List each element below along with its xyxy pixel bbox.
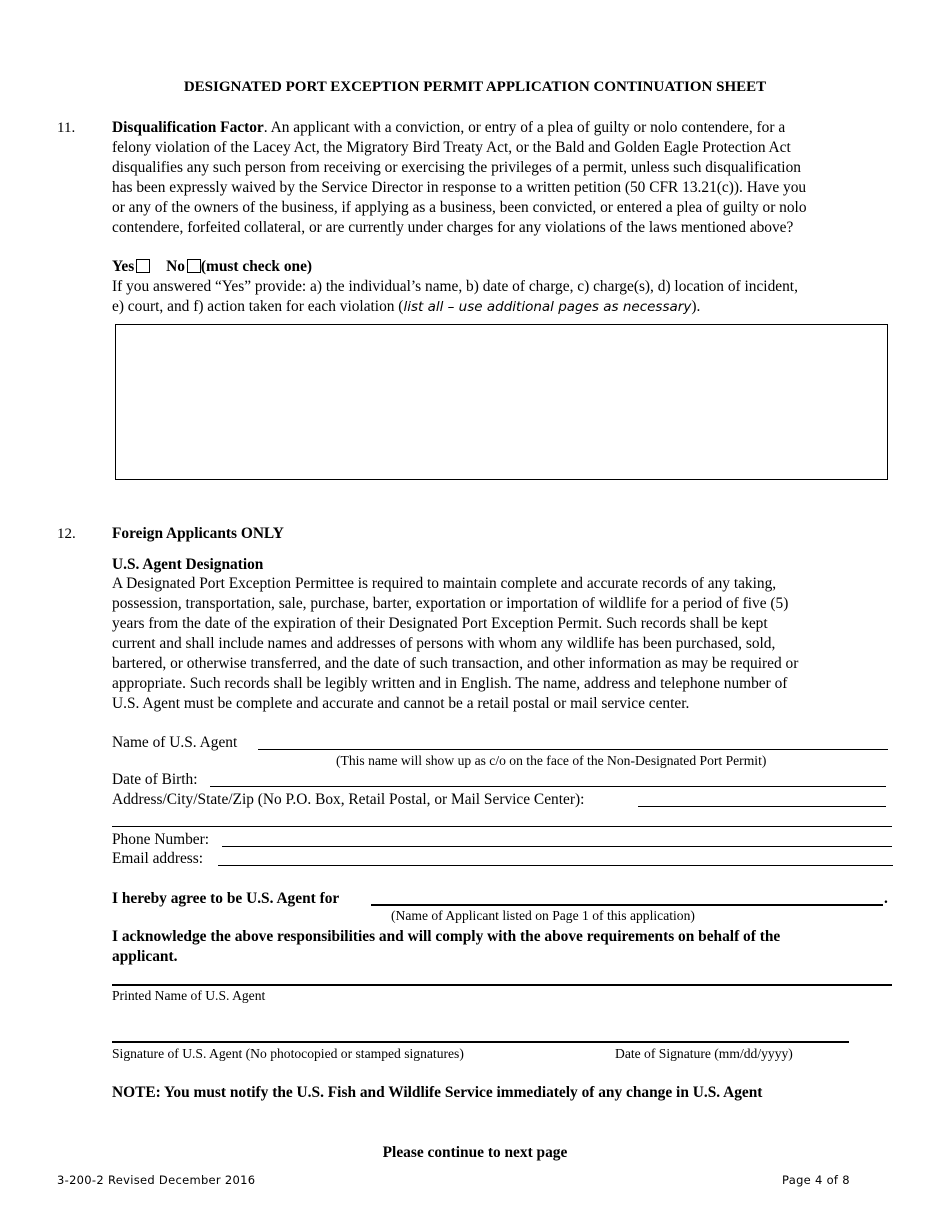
- q11-line6: contendere, forfeited collateral, or are currently under charges for any violations of the laws mentioned above?: [112, 219, 794, 236]
- no-label: No: [166, 258, 185, 275]
- footer-form-id: 3-200-2 Revised December 2016: [57, 1173, 256, 1187]
- agent-name-note: (This name will show up as c/o on the face of the Non-Designated Port Permit): [336, 753, 767, 768]
- printed-name-field[interactable]: [112, 984, 892, 986]
- q12-line: bartered, or otherwise transferred, and the date of such transaction, and other information as may be required or: [112, 655, 799, 672]
- dob-label: Date of Birth:: [112, 771, 198, 788]
- signature-label: Signature of U.S. Agent (No photocopied or stamped signatures): [112, 1046, 464, 1061]
- signature-field[interactable]: [112, 1041, 849, 1043]
- q11-line1: [112, 118, 902, 138]
- q12-line: A Designated Port Exception Permittee is required to maintain complete and accurate records of any taking,: [112, 575, 777, 592]
- phone-label: Phone Number:: [112, 831, 210, 848]
- q12-subheading: U.S. Agent Designation: [112, 556, 264, 573]
- q11-if-yes-text: [112, 277, 912, 317]
- q12-line: possession, transportation, sale, purchase, barter, exportation or importation of wildlife for a period of five (5): [112, 595, 789, 612]
- dob-field[interactable]: [210, 786, 886, 787]
- must-check-label: (must check one): [200, 258, 313, 275]
- q11-number: 11.: [57, 120, 76, 136]
- q12-paragraph: [112, 574, 912, 714]
- q12-heading: Foreign Applicants ONLY: [112, 525, 284, 542]
- continue-note: Please continue to next page: [382, 1144, 568, 1161]
- q12-line: U.S. Agent must be complete and accurate and cannot be a retail postal or mail service center.: [112, 695, 690, 712]
- q11-text: [112, 118, 902, 238]
- printed-name-label: Printed Name of U.S. Agent: [112, 988, 266, 1003]
- address-field[interactable]: [638, 806, 886, 807]
- footer-page-number: Page 4 of 8: [782, 1173, 850, 1187]
- agree-period: .: [884, 890, 888, 907]
- q11-line3: disqualifies any such person from receiving or exercising the privileges of a permit, unless such disqualification: [112, 159, 801, 176]
- q11-line1-text: . An applicant with a conviction, or entry of a plea of guilty or nolo contendere, for a: [263, 119, 786, 136]
- ack-line2: applicant.: [112, 948, 178, 965]
- q12-line: years from the date of the expiration of their Designated Port Exception Permit. Such records shall be kept: [112, 615, 768, 632]
- agent-name-label: Name of U.S. Agent: [112, 734, 238, 751]
- agent-change-note: NOTE: You must notify the U.S. Fish and Wildlife Service immediately of any change in U.S. Agent: [112, 1084, 763, 1101]
- yes-label: Yes: [112, 258, 135, 275]
- if-yes-italic: list all – use additional pages as necessary: [403, 299, 692, 315]
- if-yes-line2-text: e) court, and f) action taken for each violation (: [112, 298, 404, 315]
- email-label: Email address:: [112, 850, 204, 867]
- address-label: Address/City/State/Zip (No P.O. Box, Retail Postal, or Mail Service Center):: [112, 791, 585, 808]
- email-field[interactable]: [218, 865, 893, 866]
- signature-date-label: Date of Signature (mm/dd/yyyy): [615, 1046, 793, 1061]
- q11-heading: Disqualification Factor: [112, 119, 264, 136]
- address-field-line2[interactable]: [112, 826, 892, 827]
- yes-checkbox[interactable]: [136, 259, 150, 273]
- ack-line1: I acknowledge the above responsibilities and will comply with the above requirements on behalf of the: [112, 928, 781, 945]
- no-checkbox[interactable]: [187, 259, 201, 273]
- q11-if-yes-line2: [112, 297, 912, 317]
- q11-if-yes-line1: If you answered “Yes” provide: a) the individual’s name, b) date of charge, c) charge(s), d) location of incident,: [112, 278, 798, 295]
- q11-line5: or any of the owners of the business, if applying as a business, been convicted, or entered a plea of guilty or nolo: [112, 199, 807, 216]
- agree-label: I hereby agree to be U.S. Agent for: [112, 890, 340, 907]
- agree-note: (Name of Applicant listed on Page 1 of this application): [391, 908, 695, 923]
- phone-field[interactable]: [222, 846, 892, 847]
- q12-line: current and shall include names and addresses of persons with whom any wildlife has been purchased, sold,: [112, 635, 776, 652]
- violations-details-box[interactable]: [115, 324, 888, 480]
- applicant-name-field[interactable]: [371, 904, 883, 906]
- form-title: DESIGNATED PORT EXCEPTION PERMIT APPLICATION CONTINUATION SHEET: [183, 79, 767, 95]
- acknowledgement: [112, 927, 902, 967]
- q12-line: appropriate. Such records shall be legibly written and in English. The name, address and telephone number of: [112, 675, 788, 692]
- q12-number: 12.: [57, 526, 76, 542]
- if-yes-close: ).: [691, 298, 701, 315]
- q11-line4: has been expressly waived by the Service Director in response to a written petition (50 CFR 13.21(c)). Have you: [112, 179, 807, 196]
- q11-yes-no-row: [112, 257, 312, 277]
- q11-line2: felony violation of the Lacey Act, the Migratory Bird Treaty Act, or the Bald and Golden Eagle Protection Act: [112, 139, 791, 156]
- agent-name-field[interactable]: [258, 749, 888, 750]
